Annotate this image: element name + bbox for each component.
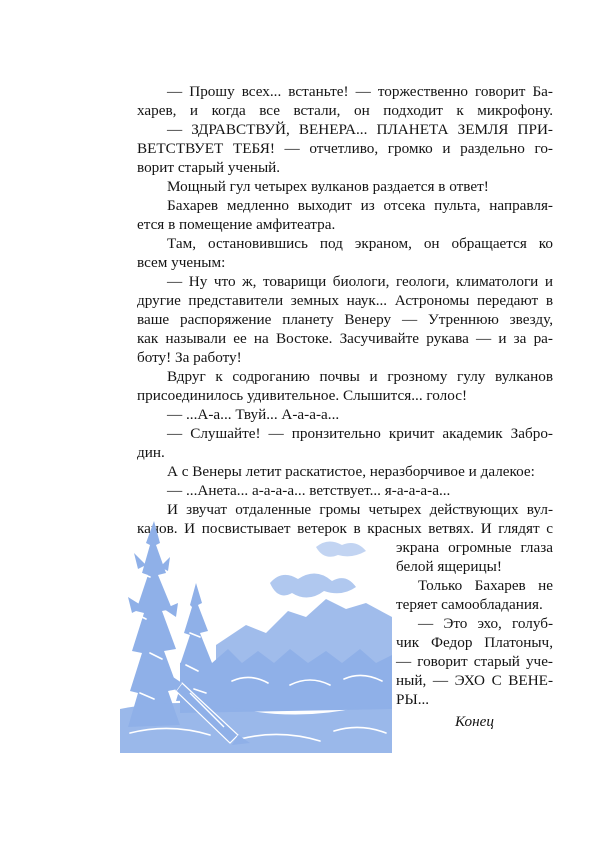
text-line: белой ящерицы!: [396, 558, 502, 575]
text-line: Там, остановившись под экраном, он обращается ко: [167, 235, 553, 252]
ending-text: Конец: [455, 713, 494, 730]
text-line: присоединилось удивительное. Слышится... голос!: [137, 387, 468, 404]
text-line: всем ученым:: [137, 254, 226, 271]
text-line: РЫ...: [396, 691, 430, 708]
text-line: — ...Анета... а-а-а-а... ветствует... я-а-а-а-а...: [167, 482, 451, 499]
text-line: Только Бахарев не: [418, 577, 553, 594]
text-line: Бахарев медленно выходит из отсека пульта, направля-: [167, 197, 553, 214]
text-line: — ...А-а... Твуй... А-а-а-а...: [167, 406, 340, 423]
text-line: И звучат отдаленные громы четырех действующих вул-: [167, 501, 553, 518]
text-line: Мощный гул четырех вулканов раздается в ответ!: [167, 178, 489, 195]
text-line: — говорит старый уче-: [396, 653, 553, 670]
text-line: — Это эхо, голуб-: [418, 615, 553, 632]
text-line: дин.: [137, 444, 165, 461]
text-line: — ЗДРАВСТВУЙ, ВЕНЕРА... ПЛАНЕТА ЗЕМЛЯ ПРИ-: [167, 121, 553, 138]
text-line: как называли ее на Востоке. Засучивайте рукава — и за ра-: [137, 330, 553, 347]
text-line: — Слушайте! — пронзительно кричит академик Забро-: [167, 425, 553, 442]
text-line: ворит старый ученый.: [137, 159, 281, 176]
text-line: ВЕТСТВУЕТ ТЕБЯ! — отчетливо, громко и раздельно го-: [137, 140, 553, 157]
text-line: экрана огромные глаза: [396, 539, 553, 556]
text-line: канов. И посвистывает ветерок в красных ветвях. И глядят с: [137, 520, 553, 537]
text-line: ный, — ЭХО С ВЕНЕ-: [396, 672, 553, 689]
text-line: другие представители земных наук... Астрономы передают в: [137, 292, 553, 309]
text-line: — Ну что ж, товарищи биологи, геологи, климатологи и: [167, 273, 553, 290]
text-line: — Прошу всех... встаньте! — торжественно говорит Ба-: [167, 83, 553, 100]
text-line: А с Венеры летит раскатистое, неразборчивое и далекое:: [167, 463, 535, 480]
text-line: боту! За работу!: [137, 349, 242, 366]
text-line: харев, и когда все встали, он подходит к микрофону.: [137, 102, 553, 119]
text-line: ется в помещение амфитеатра.: [137, 216, 336, 233]
text-line: Вдруг к содроганию почвы и грозному гулу вулканов: [167, 368, 553, 385]
text-line: теряет самообладания.: [396, 596, 543, 613]
text-line: чик Федор Платоныч,: [396, 634, 553, 651]
text-line: ваше распоряжение планету Венеру — Утреннюю звезду,: [137, 311, 553, 328]
landscape-illustration: [120, 513, 392, 753]
